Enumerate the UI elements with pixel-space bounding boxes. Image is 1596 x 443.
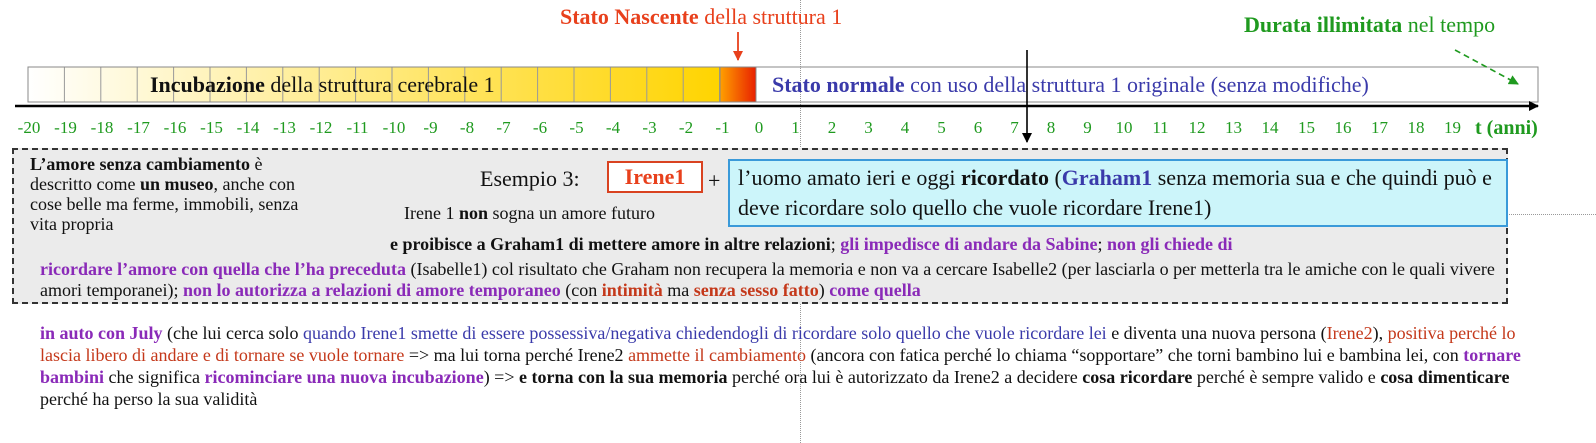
tick-label: -17	[127, 118, 150, 137]
irene-no-dream-text: Irene 1 non sogna un amore futuro	[404, 203, 655, 223]
tick-label: -10	[382, 118, 406, 137]
tick-label: -16	[163, 118, 187, 137]
tick-label: -20	[17, 118, 41, 137]
irene1-box: Irene1	[607, 161, 703, 193]
tick-label: 13	[1225, 118, 1242, 137]
tick-label: 12	[1188, 118, 1206, 137]
tick-label: 1	[791, 118, 800, 137]
graham-description-box: l’uomo amato ieri e oggi ricordato (Graham1 senza memoria sua e che quindi può e deve ricordare solo quello che vuole ricordare Irene1)	[728, 159, 1508, 227]
tick-label: 7	[1010, 118, 1019, 137]
forbid-text-line1: e proibisce a Graham1 di mettere amore in altre relazioni; gli impedisce di andare da Sabine; non gli chiede di	[390, 234, 1233, 254]
unlimited-duration-title: Durata illimitata nel tempo	[1244, 12, 1496, 37]
tick-label: -15	[200, 118, 223, 137]
tick-label: -14	[236, 118, 260, 137]
tick-label: 5	[937, 118, 946, 137]
tick-label: -4	[605, 118, 621, 137]
tick-label: 11	[1152, 118, 1169, 137]
tick-label: 9	[1083, 118, 1092, 137]
tick-label: -8	[459, 118, 475, 137]
normal-state-label: Stato normale con uso della struttura 1 originale (senza modifiche)	[772, 72, 1369, 97]
example-label: Esempio 3:	[480, 166, 580, 191]
tick-label: -1	[715, 118, 730, 137]
tick-label: 19	[1444, 118, 1461, 137]
tick-label: 3	[864, 118, 873, 137]
tick-label: -7	[496, 118, 511, 137]
plus-sign: +	[708, 168, 721, 193]
tick-label: -5	[569, 118, 584, 137]
tick-label: 16	[1334, 118, 1352, 137]
forbid-text-rest: ricordare l’amore con quella che l’ha preceduta (Isabelle1) col risultato che Graham non recupera la memoria e non va a cercare Isabelle2 (per lasciarla o per metterla tra le amiche con le quali vivere amori temporanei); non lo autorizza a relazioni di amore temporaneo (con intimità ma senza sesso fatto) come quella	[40, 259, 1495, 300]
tick-label: 17	[1371, 118, 1388, 137]
tick-label: -2	[678, 118, 694, 137]
tick-label: -6	[532, 118, 548, 137]
axis-unit-label: t (anni)	[1475, 117, 1538, 139]
tick-label: -18	[90, 118, 114, 137]
tick-label: 8	[1046, 118, 1056, 137]
incubation-label: Incubazione della struttura cerebrale 1	[150, 72, 495, 97]
tick-label: 14	[1261, 118, 1279, 137]
tick-label: 18	[1407, 118, 1425, 137]
tick-label: -9	[423, 118, 438, 137]
tick-label: 0	[754, 118, 764, 137]
nascent-bar	[720, 67, 756, 102]
tick-label: 10	[1115, 118, 1133, 137]
tick-label: -12	[309, 118, 333, 137]
tick-label: 4	[900, 118, 910, 137]
bottom-paragraph: in auto con July (che lui cerca solo quando Irene1 smette di essere possessiva/negativa chiedendogli di ricordare solo quello che vuole ricordare lei e diventa una nuova persona (Irene2), positiva perché lo lascia libero di andare e di tornare se vuole tornare => ma lui torna perché Irene2 ammette il cambiamento (ancora con fatica perché lo chiama “sopportare” che torni bambino lui e bambina lei, con tornare bambini che significa ricominciare una nuova incubazione) => e torna con la sua memoria perché ora lui è autorizzato da Irene2 a decidere cosa ricordare perché è sempre valido e cosa dimenticare perché ha perso la sua validità	[40, 323, 1521, 409]
tick-label: 2	[827, 118, 837, 137]
tick-label: 6	[973, 118, 983, 137]
tick-label: -13	[273, 118, 296, 137]
tick-label: 15	[1298, 118, 1315, 137]
tick-label: -3	[642, 118, 657, 137]
tick-label: -11	[346, 118, 369, 137]
tick-label: -19	[54, 118, 77, 137]
museum-description: L’amore senza cambiamento è descritto come un museo, anche con cose belle ma ferme, immobili, senza vita propria	[30, 154, 299, 234]
nascent-state-title: Stato Nascente della struttura 1	[560, 4, 843, 29]
